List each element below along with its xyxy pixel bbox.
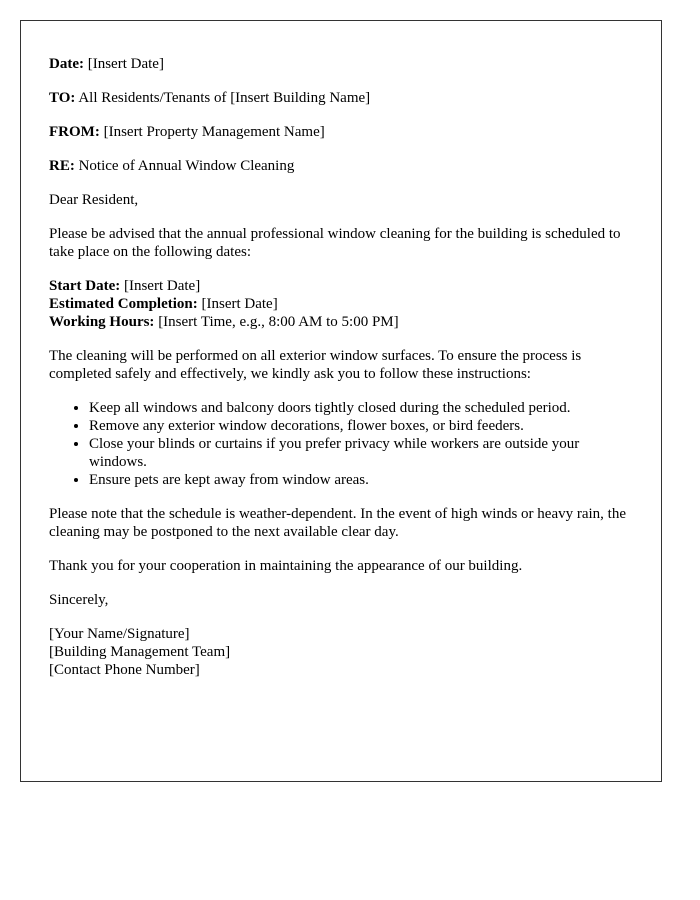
schedule-block: Start Date: [Insert Date] Estimated Completion: [Insert Date] Working Hours: [Insert Time, e.g., 8:00 AM to 5:00 PM] [49,278,399,330]
letter [20,20,662,782]
weather-note: Please note that the schedule is weather-dependent. In the event of high winds or heavy rain, the cleaning may be postponed to the next available clear day. [49,506,627,540]
salutation: Dear Resident, [49,192,139,208]
thanks-paragraph: Thank you for your cooperation in maintaining the appearance of our building. [49,558,523,574]
intro-paragraph: Please be advised that the annual professional window cleaning for the building is scheduled to take place on the following dates: [49,226,621,260]
list-item: • Close your blinds or curtains if you prefer privacy while workers are outside your windows. [89,435,633,471]
date-line: Date: [Insert Date] [49,56,164,72]
list-item: • Keep all windows and balcony doors tightly closed during the scheduled period. [89,399,633,417]
closing: Sincerely, [49,592,109,608]
signature-block: [Your Name/Signature] [Building Management Team] [Contact Phone Number] [49,626,231,678]
list-item: • Ensure pets are kept away from window areas. [89,471,633,489]
re-line: RE: Notice of Annual Window Cleaning [49,158,295,174]
instructions-list [49,399,633,489]
from-line: FROM: [Insert Property Management Name] [49,124,325,140]
list-item: • Remove any exterior window decorations, flower boxes, or bird feeders. [89,417,633,435]
to-line: TO: All Residents/Tenants of [Insert Building Name] [49,90,371,106]
instructions-intro: The cleaning will be performed on all exterior window surfaces. To ensure the process is completed safely and effectively, we kindly ask you to follow these instructions: [49,348,582,382]
